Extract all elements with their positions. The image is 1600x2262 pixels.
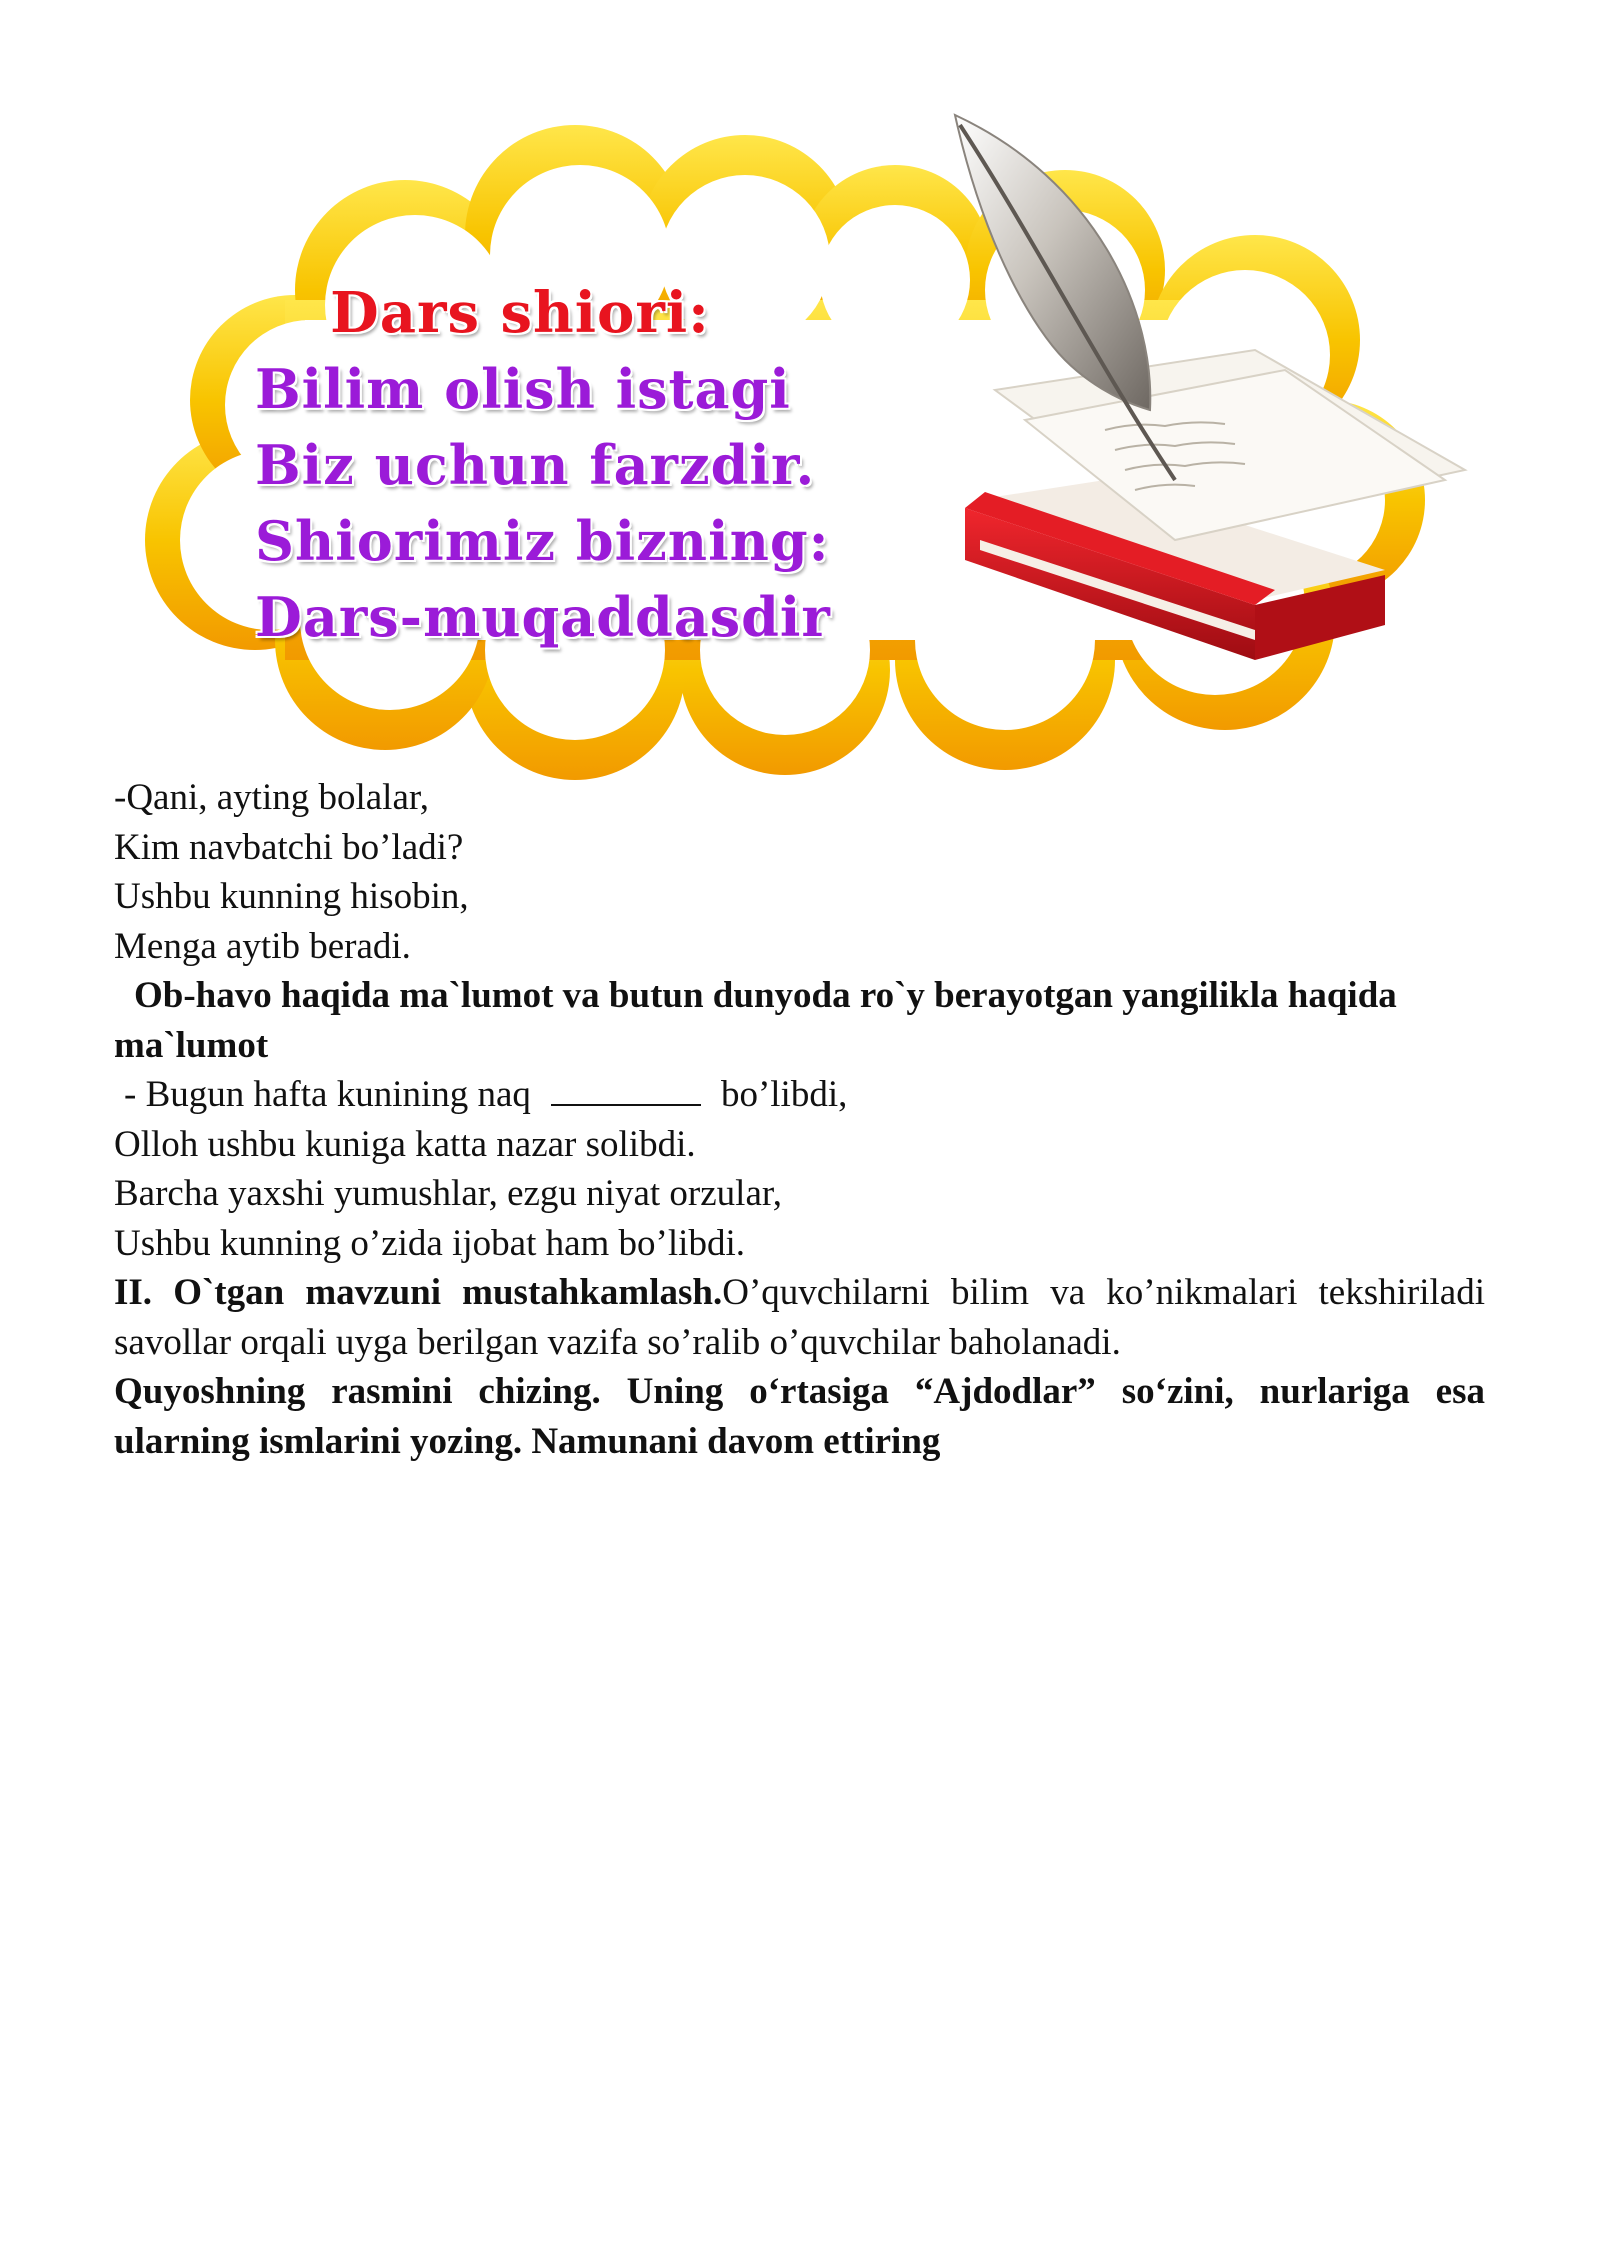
fill-in-blank — [551, 1074, 701, 1106]
poem-line: Olloh ushbu kuniga katta nazar solibdi. — [114, 1123, 696, 1165]
poem-line: Menga aytib beradi. — [114, 925, 411, 967]
motto-line: Biz uchun farzdir. — [255, 433, 816, 497]
motto-banner — [105, 100, 1505, 780]
poem-line: Ushbu kunning hisobin, — [114, 876, 469, 917]
motto-line: Shiorimiz bizning: — [255, 509, 830, 573]
poem-line: Barcha yaxshi yumushlar, ezgu niyat orzular, — [114, 1173, 782, 1214]
poem-line-start: - Bugun hafta kunining naq — [124, 1074, 531, 1115]
motto-title: Dars shiori: — [330, 280, 710, 346]
section-2-paragraph — [114, 1268, 1485, 1367]
motto-text — [255, 275, 831, 655]
poem-line: Ushbu kunning o’zida ijobat ham bo’libdi. — [114, 1222, 745, 1264]
poem-line-with-blank — [114, 1070, 1485, 1120]
poem-line-end: bo’libdi, — [720, 1074, 848, 1115]
document-body — [114, 773, 1485, 1466]
weather-heading: Ob-havo haqida ma`lumot va butun dunyoda ro`y berayotgan yangilikla haqida ma`lumot — [114, 975, 1397, 1066]
task-instruction: Quyoshning rasmini chizing. Uning o‘rtasiga “Ajdodlar” so‘zini, nurlariga esa ularning ismlarini yozing. Namunani davom ettiring — [114, 1371, 1485, 1462]
section-2-text: O’quvchilarni bilim va ko’nikmalari tekshiriladi savollar orqali uyga berilgan vazifa so’ralib o’quvchilar baholanadi. — [114, 1272, 1485, 1363]
poem-line: -Qani, ayting bolalar, — [114, 777, 429, 818]
poem-line: Kim navbatchi bo’ladi? — [114, 826, 464, 868]
section-2-heading: II. O`tgan mavzuni mustahkamlash. — [114, 1272, 723, 1313]
motto-line: Bilim olish istagi — [255, 357, 791, 421]
motto-line: Dars-muqaddasdir — [255, 585, 831, 649]
